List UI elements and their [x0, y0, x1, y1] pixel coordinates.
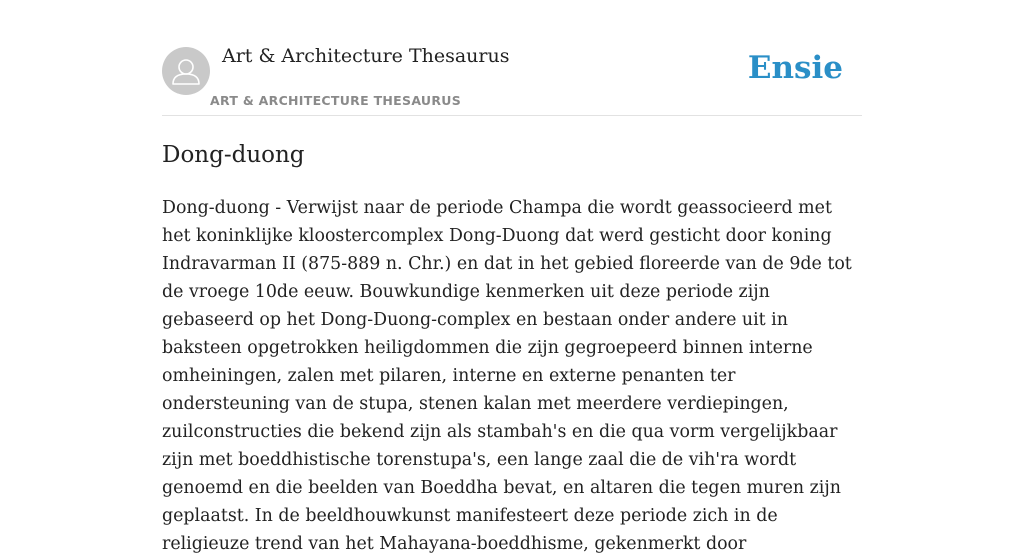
content-container [162, 0, 862, 558]
ensie-logo[interactable]: Ensie [747, 50, 843, 86]
entry-title: Dong-duong [162, 142, 305, 168]
avatar[interactable] [162, 47, 210, 95]
source-title-link[interactable]: Art & Architecture Thesaurus [222, 45, 510, 67]
entry-body: Dong-duong - Verwijst naar de periode Champa die wordt geassocieerd met het koninklijke kloostercomplex Dong-Duong dat werd gesticht door koning Indravarman II (875-889 n. Chr.) en dat in het gebied floreerde van de 9de tot de vroege 10de eeuw. Bouwkundige kenmerken uit deze periode zijn gebaseerd op het Dong-Duong-complex en bestaan onder andere uit in baksteen opgetrokken heiligdommen die zijn gegroepeerd binnen interne omheiningen, zalen met pilaren, interne en externe penanten ter ondersteuning van de stupa, stenen kalan met meerdere verdiepingen, zuilconstructies die bekend zijn als stambah's en die qua vorm vergelijkbaar zijn met boeddhistische torenstupa's, een lange zaal die de vih'ra wordt genoemd en die beelden van Boeddha bevat, en altaren die tegen muren zijn geplaatst. In de beeldhouwkunst manifesteert deze periode zich in de religieuze trend van het Mahayana-boeddhisme, gekenmerkt door [162, 198, 852, 554]
source-header [162, 0, 862, 116]
source-subtitle: ART & ARCHITECTURE THESAURUS [210, 93, 462, 108]
user-icon [162, 47, 210, 95]
